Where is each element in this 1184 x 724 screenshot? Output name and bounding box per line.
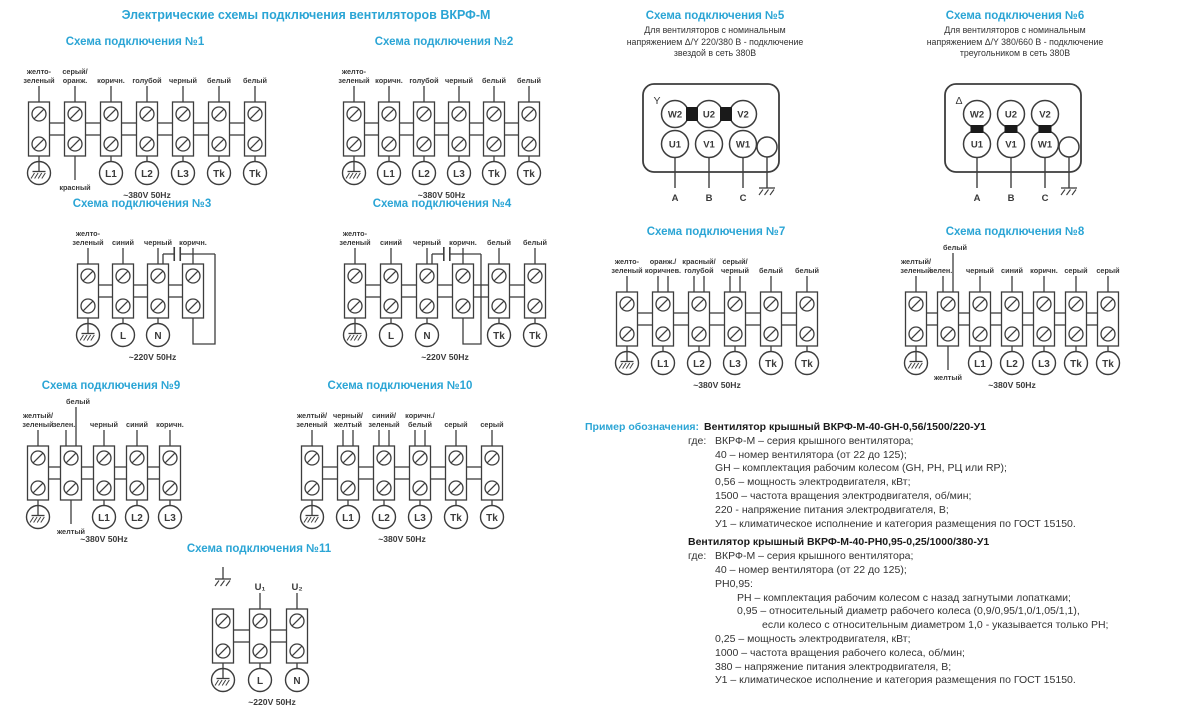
scheme-5-note: Для вентиляторов с номинальным напряжением Δ/Y 220/380 В - подключение звездой в сеть 380В [626, 25, 804, 58]
svg-text:зеленый: зеленый [368, 420, 400, 429]
terminal-block [645, 257, 689, 375]
designation-example-2 [585, 536, 1184, 688]
example-line: У1 – климатическое исполнение и категория размещения по ГОСТ 15150. [715, 674, 1076, 687]
terminal-block [482, 76, 518, 185]
svg-text:Tk: Tk [801, 359, 813, 370]
terminal-block [445, 76, 483, 185]
svg-text:желто-: желто- [614, 257, 640, 266]
scheme-11-title: Схема подключения №11 [186, 543, 332, 555]
svg-text:~380V 50Hz: ~380V 50Hz [123, 190, 171, 200]
scheme-7-title: Схема подключения №7 [646, 226, 786, 238]
terminal-block [132, 76, 172, 185]
scheme-6-title: Схема подключения №6 [945, 10, 1085, 22]
svg-text:белый: белый [487, 238, 511, 247]
svg-text:серый/: серый/ [62, 67, 88, 76]
terminal-block [523, 238, 547, 347]
svg-text:L1: L1 [98, 513, 110, 524]
terminal-block [156, 420, 184, 529]
terminal-block [1096, 266, 1119, 375]
scheme-4-title: Схема подключения №4 [372, 198, 512, 210]
scheme-3 [17, 198, 267, 368]
svg-text:Tk: Tk [213, 169, 225, 180]
scheme-7-diagram [598, 238, 834, 396]
scheme-10 [265, 380, 535, 550]
svg-text:Tk: Tk [488, 169, 500, 180]
terminal-block [966, 266, 1001, 375]
svg-text:желто-: желто- [26, 67, 52, 76]
svg-text:Tk: Tk [523, 169, 535, 180]
svg-text:зеленый: зеленый [296, 420, 328, 429]
example-label: Пример обозначения: [585, 421, 700, 433]
svg-text:L3: L3 [453, 169, 465, 180]
svg-text:L3: L3 [177, 169, 189, 180]
svg-text:L: L [387, 331, 395, 342]
designation-example-1 [585, 421, 1184, 531]
svg-text:~380V 50Hz: ~380V 50Hz [417, 190, 466, 200]
terminal-block [380, 238, 417, 347]
svg-text:белый: белый [408, 420, 432, 429]
svg-text:коричнев.: коричнев. [644, 266, 682, 275]
svg-text:серый: серый [1096, 266, 1120, 275]
terminal-block [444, 420, 481, 529]
svg-text:коричн./: коричн./ [405, 411, 435, 420]
svg-text:V2: V2 [1039, 109, 1051, 120]
svg-text:W1: W1 [735, 139, 751, 150]
terminal-block [405, 411, 445, 529]
svg-text:зеленый: зеленый [611, 266, 643, 275]
scheme-10-diagram [265, 392, 535, 550]
terminal-block [112, 238, 148, 347]
svg-text:белый: белый [795, 266, 819, 275]
svg-text:~380V 50Hz: ~380V 50Hz [80, 534, 128, 544]
svg-text:L2: L2 [378, 513, 390, 524]
terminal-block [449, 238, 488, 318]
svg-text:зелен.: зелен. [52, 420, 76, 429]
scheme-8-diagram [880, 238, 1150, 396]
scheme-6 [875, 10, 1155, 212]
svg-text:коричн.: коричн. [179, 238, 207, 247]
terminal-block [338, 67, 378, 185]
svg-text:синий/: синий/ [372, 411, 396, 420]
svg-text:серый: серый [444, 420, 468, 429]
svg-text:зеленый: зеленый [23, 76, 55, 85]
terminal-block [721, 257, 760, 375]
terminal-block [97, 76, 136, 185]
terminal-block [59, 67, 100, 192]
svg-text:черный: черный [413, 238, 441, 247]
svg-text:коричн.: коричн. [375, 76, 403, 85]
terminal-block [23, 67, 64, 185]
svg-text:W2: W2 [667, 109, 683, 120]
svg-text:черный: черный [90, 420, 118, 429]
svg-text:черный: черный [445, 76, 473, 85]
example-line: 1000 – частота вращения рабочего колеса, об/мин; [715, 646, 965, 659]
svg-text:W1: W1 [1037, 139, 1053, 150]
svg-text:~380V 50Hz: ~380V 50Hz [693, 380, 741, 390]
example-line: 40 – номер вентилятора (от 22 до 125); [715, 563, 907, 576]
svg-text:L1: L1 [105, 169, 117, 180]
svg-text:голубой: голубой [409, 76, 439, 85]
scheme-6-note: Для вентиляторов с номинальным напряжением Δ/Y 380/660 В - подключение треугольником в сеть 380В [926, 25, 1104, 58]
svg-text:черный: черный [144, 238, 172, 247]
scheme-5-diagram [575, 80, 855, 212]
svg-text:желтый: желтый [933, 373, 963, 382]
svg-text:A: A [671, 192, 679, 204]
terminal-block [1064, 266, 1097, 375]
terminal-block [1001, 266, 1034, 375]
svg-text:желтый/: желтый/ [22, 411, 54, 420]
svg-text:~380V 50Hz: ~380V 50Hz [988, 380, 1036, 390]
terminal-block [179, 238, 207, 318]
svg-text:U2: U2 [702, 109, 716, 120]
svg-text:~220V 50Hz: ~220V 50Hz [248, 697, 296, 707]
svg-text:белый: белый [523, 238, 547, 247]
svg-text:L3: L3 [414, 513, 426, 524]
svg-text:белый: белый [207, 76, 231, 85]
svg-text:L: L [256, 676, 264, 687]
svg-text:черный/: черный/ [333, 411, 363, 420]
svg-text:желтый: желтый [333, 420, 363, 429]
svg-text:белый: белый [943, 243, 967, 252]
terminal-block [368, 411, 409, 529]
svg-text:белый: белый [759, 266, 783, 275]
svg-text:серый: серый [480, 420, 504, 429]
scheme-9-title: Схема подключения №9 [41, 380, 181, 392]
svg-text:желтый/: желтый/ [900, 257, 932, 266]
svg-text:коричн.: коричн. [1030, 266, 1058, 275]
svg-text:C: C [1041, 192, 1049, 204]
svg-text:Tk: Tk [529, 331, 541, 342]
svg-text:красный: красный [59, 183, 91, 192]
svg-text:L1: L1 [974, 359, 986, 370]
scheme-2 [319, 36, 569, 206]
svg-text:L2: L2 [418, 169, 430, 180]
example-line: ВКРФ-М – серия крышного вентилятора; [715, 550, 914, 563]
svg-text:голубой: голубой [684, 266, 714, 275]
svg-text:L3: L3 [1038, 359, 1050, 370]
svg-text:L: L [119, 331, 127, 342]
scheme-1 [10, 36, 267, 206]
example-line: 0,56 – мощность электродвигателя, кВт; [715, 476, 911, 489]
example-title: Пример обозначения: Вентилятор крышный ВКРФ-М-40-GH-0,56/1500/220-У1 [585, 421, 987, 433]
example-line: GH – комплектация рабочим колесом (GH, PH, РЦ или RP); [715, 462, 1007, 475]
scheme-8-title: Схема подключения №8 [945, 226, 1085, 238]
scheme-9 [0, 380, 222, 550]
terminal-block [169, 76, 208, 185]
svg-text:L2: L2 [693, 359, 705, 370]
where-label: где: [688, 550, 707, 563]
terminal-block [759, 266, 796, 375]
svg-text:~220V 50Hz: ~220V 50Hz [128, 352, 177, 362]
designation-examples [585, 421, 1184, 688]
svg-text:~220V 50Hz: ~220V 50Hz [421, 352, 469, 362]
svg-text:U1: U1 [668, 139, 682, 150]
svg-text:коричн.: коричн. [156, 420, 184, 429]
svg-text:V2: V2 [737, 109, 749, 120]
scheme-11 [129, 543, 389, 713]
example-title: Вентилятор крышный ВКРФ-М-40-РН0,95-0,25/1000/380-У1 [688, 536, 990, 549]
svg-text:V1: V1 [1005, 139, 1017, 150]
terminal-block [249, 582, 287, 692]
example-line: ВКРФ-М – серия крышного вентилятора; [715, 434, 914, 447]
page-title: Электрические схемы подключения вентиляторов ВКРФ-М [121, 8, 491, 22]
scheme-3-diagram [17, 210, 267, 368]
svg-text:коричн.: коричн. [97, 76, 125, 85]
terminal-block [480, 420, 503, 529]
svg-text:синий: синий [126, 420, 148, 429]
scheme-8 [880, 226, 1150, 396]
scheme-1-title: Схема подключения №1 [65, 36, 205, 48]
svg-text:L3: L3 [729, 359, 741, 370]
svg-text:N: N [154, 331, 162, 342]
svg-text:желтый/: желтый/ [296, 411, 328, 420]
svg-text:Tk: Tk [493, 331, 505, 342]
svg-text:голубой: голубой [132, 76, 162, 85]
svg-text:коричн.: коричн. [449, 238, 477, 247]
terminal-block [487, 238, 524, 347]
svg-text:N: N [293, 676, 301, 687]
svg-text:B: B [705, 192, 713, 204]
terminal-block [243, 76, 267, 185]
svg-text:Y: Y [653, 94, 661, 107]
scheme-2-title: Схема подключения №2 [374, 36, 514, 48]
svg-text:черный: черный [169, 76, 197, 85]
terminal-block [207, 76, 244, 185]
scheme-11-diagram [129, 555, 389, 713]
svg-text:желто-: желто- [342, 229, 368, 238]
svg-text:L2: L2 [1006, 359, 1018, 370]
svg-text:U₁: U₁ [254, 582, 266, 593]
svg-text:A: A [973, 192, 981, 204]
svg-text:серый: серый [1064, 266, 1088, 275]
terminal-block [1030, 266, 1065, 375]
svg-text:L1: L1 [342, 513, 354, 524]
svg-text:Δ: Δ [955, 94, 963, 107]
svg-text:серый/: серый/ [722, 257, 748, 266]
svg-text:зеленый: зеленый [22, 420, 54, 429]
capacitor [163, 247, 215, 344]
example-line: 1500 – частота вращения электродвигателя, об/мин; [715, 489, 972, 502]
where-label: где: [688, 434, 707, 447]
svg-text:C: C [739, 192, 747, 204]
terminal-block [212, 567, 250, 692]
example-line: У1 – климатическое исполнение и категория размещения по ГОСТ 15150. [715, 517, 1076, 530]
svg-text:зелен.: зелен. [929, 266, 953, 275]
svg-text:U2: U2 [1004, 109, 1018, 120]
svg-text:L1: L1 [657, 359, 669, 370]
terminal-block [339, 229, 380, 347]
example-line: 380 – напряжение питания электродвигателя, В; [715, 660, 952, 673]
terminal-block [126, 420, 160, 529]
example-line: если колесо с относительным диаметром 1,0 - указывается только РН; [762, 619, 1109, 632]
svg-text:синий: синий [380, 238, 402, 247]
svg-text:B: B [1007, 192, 1015, 204]
terminal-block [375, 76, 413, 185]
svg-text:желтый: желтый [56, 527, 86, 536]
scheme-10-title: Схема подключения №10 [327, 380, 473, 392]
svg-text:W2: W2 [969, 109, 985, 120]
example-line: РН0,95: [715, 577, 753, 590]
svg-text:Tk: Tk [1102, 359, 1114, 370]
svg-text:L3: L3 [164, 513, 176, 524]
svg-text:V1: V1 [703, 139, 715, 150]
scheme-7 [598, 226, 834, 396]
svg-text:красный/: красный/ [682, 257, 716, 266]
svg-text:~380V 50Hz: ~380V 50Hz [378, 534, 426, 544]
svg-text:U1: U1 [970, 139, 984, 150]
example-line: 0,25 – мощность электродвигателя, кВт; [715, 632, 911, 645]
terminal-block [296, 411, 338, 529]
svg-text:Tk: Tk [249, 169, 261, 180]
svg-text:черный: черный [966, 266, 994, 275]
svg-text:U₂: U₂ [291, 582, 303, 593]
svg-text:белый: белый [66, 397, 90, 406]
scheme-2-diagram [319, 48, 569, 206]
svg-text:зеленый: зеленый [338, 76, 370, 85]
example-line: 40 – номер вентилятора (от 22 до 125); [715, 448, 907, 461]
terminal-block [795, 266, 819, 375]
svg-text:L2: L2 [131, 513, 143, 524]
example-line: 220 - напряжение питания электродвигателя, В; [715, 503, 949, 516]
scheme-1-diagram [10, 48, 275, 206]
svg-text:белый: белый [243, 76, 267, 85]
scheme-4-diagram [317, 210, 567, 368]
svg-text:L2: L2 [141, 169, 153, 180]
svg-text:Tk: Tk [486, 513, 498, 524]
svg-text:желто-: желто- [341, 67, 367, 76]
svg-text:оранж./: оранж./ [649, 257, 677, 266]
scheme-5-title: Схема подключения №5 [645, 10, 785, 22]
svg-text:L1: L1 [383, 169, 395, 180]
scheme-3-title: Схема подключения №3 [72, 198, 212, 210]
svg-text:синий: синий [1001, 266, 1023, 275]
svg-text:черный: черный [721, 266, 749, 275]
terminal-block [72, 229, 112, 347]
svg-text:Tk: Tk [1070, 359, 1082, 370]
svg-text:Tk: Tk [765, 359, 777, 370]
svg-text:желто-: желто- [75, 229, 101, 238]
svg-text:Tk: Tk [450, 513, 462, 524]
svg-text:синий: синий [112, 238, 134, 247]
svg-text:белый: белый [517, 76, 541, 85]
svg-text:белый: белый [482, 76, 506, 85]
svg-text:зеленый: зеленый [339, 238, 371, 247]
terminal-block [682, 257, 724, 375]
terminal-block [517, 76, 541, 185]
scheme-9-diagram [0, 392, 222, 550]
scheme-5 [575, 10, 855, 212]
svg-text:зеленый: зеленый [900, 266, 932, 275]
terminal-block [90, 420, 126, 529]
scheme-4 [317, 198, 567, 368]
svg-text:оранж.: оранж. [62, 76, 88, 85]
terminal-block [409, 76, 448, 185]
svg-text:N: N [423, 331, 431, 342]
example-line: РН – комплектация рабочим колесом с назад загнутыми лопатками; [737, 591, 1071, 604]
terminal-block [286, 582, 309, 692]
example-line: 0,95 – относительный диаметр рабочего колеса (0,9/0,95/1,0/1,05/1,1), [737, 605, 1080, 618]
scheme-6-diagram [875, 80, 1155, 212]
svg-text:зеленый: зеленый [72, 238, 104, 247]
